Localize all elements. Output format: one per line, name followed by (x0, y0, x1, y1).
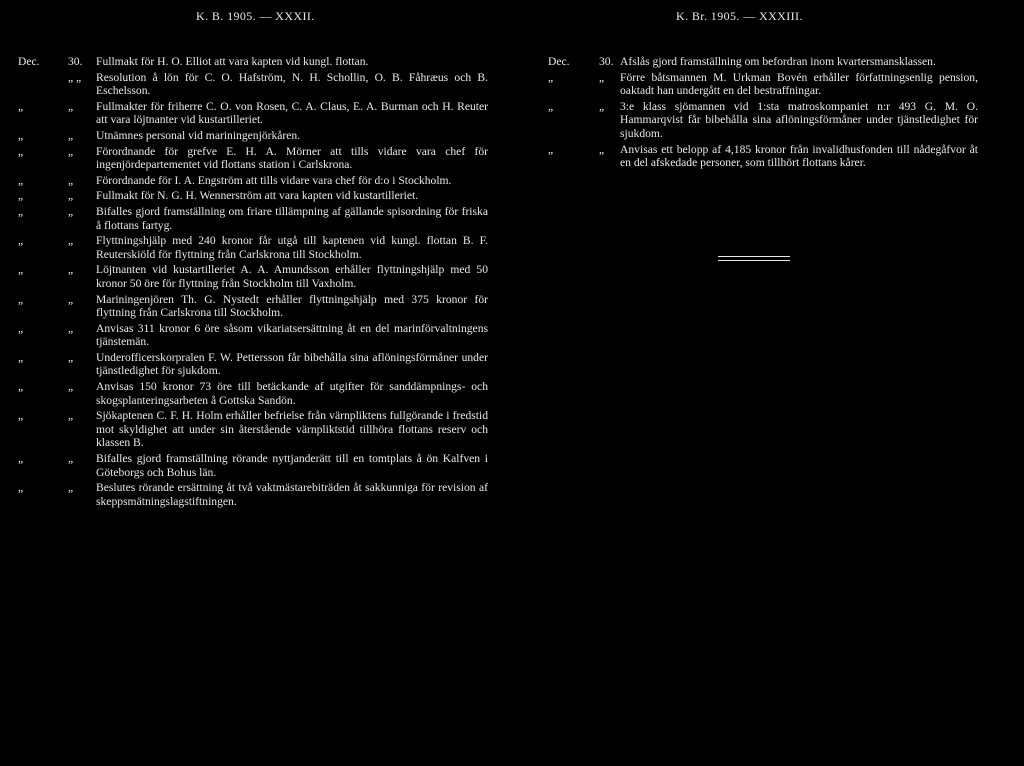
entry-month: „ (18, 409, 24, 423)
entry-day: „ (68, 128, 74, 142)
entry-month: „ (18, 173, 24, 187)
entry-month: „ (18, 321, 24, 335)
list-item (18, 234, 488, 261)
list-item (18, 129, 488, 143)
list-item (18, 55, 488, 69)
entry-month: „ (18, 481, 24, 495)
entry-text: Förordnande för grefve E. H. A. Mörner att tills vidare vara chef för ingenjördepartementet vid flottans station i Carlskrona. (96, 144, 488, 172)
entry-text: Afslås gjord framställning om befordran inom kvartersmansklassen. (620, 55, 936, 68)
entry-month: „ (18, 452, 24, 466)
list-item (18, 452, 488, 479)
entry-text: Löjtnanten vid kustartilleriet A. A. Amundsson erhåller flyttningshjälp med 50 kronor 50 öre för flyttning från Stockholm till Vaxholm. (96, 263, 488, 290)
entry-month: „ (18, 350, 24, 364)
entry-month: „ (18, 99, 24, 113)
entry-text: Anvisas 150 kronor 73 öre till betäckande af utgifter för sanddämpnings- och skogsplanteringsarbeten å Gottska Sandön. (96, 380, 488, 407)
entry-month: „ (18, 234, 24, 248)
right-column (548, 55, 978, 172)
entry-day: „ (599, 99, 605, 113)
entry-text: Bifalles gjord framställning rörande nyttjanderätt till en tomtplats å ön Kalfven i Göteborgs och Bohus län. (96, 452, 488, 479)
section-rule (718, 256, 790, 261)
entry-month: „ (18, 380, 24, 394)
entry-text: Fullmakt för H. O. Elliot att vara kapten vid kungl. flottan. (96, 55, 369, 68)
list-item (548, 55, 978, 69)
page-header-right: K. Br. 1905. — XXXIII. (676, 9, 803, 23)
entry-text: Fullmakter för friherre C. O. von Rosen, C. A. Claus, E. A. Burman och H. Reuter att vara löjtnanter vid kustartilleriet. (96, 99, 488, 127)
list-item (18, 174, 488, 188)
entry-month: „ (548, 70, 554, 84)
entry-day: „ (68, 350, 74, 364)
entry-text: Sjökaptenen C. F. H. Holm erhåller befrielse från värnpliktens fullgörande i fredstid mot skyldighet att under sin återstående värnpliktstid tillhöra flottans reserv och klassen B. (96, 409, 488, 450)
entry-day: „ (68, 204, 74, 218)
entry-text: Anvisas ett belopp af 4,185 kronor från invalidhusfonden till nådegåfvor åt en del afskedade personer, som tillhört flottans kårer. (620, 142, 978, 170)
entry-day: „ (68, 452, 74, 466)
list-item (548, 143, 978, 170)
entry-day: „ (599, 142, 605, 156)
entry-day: „ (68, 173, 74, 187)
list-item (18, 380, 488, 407)
entry-text: Bifalles gjord framställning om friare tillämpning af gällande spisordning för friska å flottans fartyg. (96, 204, 488, 232)
entry-day: „ (68, 263, 74, 277)
list-item (18, 145, 488, 172)
list-item (548, 71, 978, 98)
page-header-left: K. B. 1905. — XXXII. (196, 9, 315, 23)
entry-day: „ (68, 189, 74, 203)
list-item (18, 351, 488, 378)
entry-day: „ (68, 292, 74, 306)
list-item (18, 322, 488, 349)
entry-day: „ (68, 380, 74, 394)
entry-text: Resolution å lön för C. O. Hafström, N. H. Schollin, O. B. Fåhræus och B. Eschelsson. (96, 70, 488, 98)
entry-day: „ „ (68, 70, 82, 84)
list-item (18, 481, 488, 508)
entry-text: Underofficerskorpralen F. W. Pettersson får bibehålla sina aflöningsförmåner under tjänstledighet för sjukdom. (96, 350, 488, 378)
entry-text: Förordnande för I. A. Engström att tills vidare vara chef för d:o i Stockholm. (96, 173, 452, 187)
entry-month: „ (18, 292, 24, 306)
entry-day: „ (68, 481, 74, 495)
entry-text: Flyttningshjälp med 240 kronor får utgå till kaptenen vid kungl. flottan B. F. Reuterskiöld för flyttning från Carlskrona till Stockholm. (96, 234, 488, 261)
list-item (18, 409, 488, 450)
entry-day: „ (599, 70, 605, 84)
list-item (18, 71, 488, 98)
entry-month: „ (18, 128, 24, 142)
entry-text: 3:e klass sjömannen vid 1:sta matroskompaniet n:r 493 G. M. O. Hammarqvist får bibehålla sina aflöningsförmåner under tjänstledighet för sjukdom. (620, 99, 978, 140)
entry-text: Förre båtsmannen M. Urkman Bovén erhåller författningsenlig pension, oaktadt han undergått en del bestraffningar. (620, 70, 978, 98)
entry-month: „ (18, 204, 24, 218)
entry-day: „ (68, 234, 74, 248)
entry-month: „ (548, 99, 554, 113)
entry-text: Utnämnes personal vid mariningenjörkåren. (96, 128, 301, 142)
entry-day: 30. (68, 55, 83, 68)
entry-month (18, 71, 62, 98)
left-column (18, 55, 488, 510)
entry-text: Beslutes rörande ersättning åt två vaktmästarebiträden åt sakkunniga för revision af skeppsmätningslagstiftningen. (96, 481, 488, 508)
list-item (18, 293, 488, 320)
entry-text: Mariningenjören Th. G. Nystedt erhåller flyttningshjälp med 375 kronor för flyttning från Carlskrona till Stockholm. (96, 292, 488, 320)
list-item (18, 263, 488, 290)
entry-month: Dec. (18, 55, 40, 68)
entry-month: „ (18, 189, 24, 203)
entry-day: „ (68, 409, 74, 423)
entry-day: „ (68, 99, 74, 113)
entry-text: Fullmakt för N. G. H. Wennerström att vara kapten vid kustartilleriet. (96, 189, 419, 203)
entry-month: Dec. (548, 55, 570, 68)
entry-day: „ (68, 144, 74, 158)
entry-text: Anvisas 311 kronor 6 öre såsom vikariatsersättning åt en del marinförvaltningens tjänstemän. (96, 321, 488, 349)
entry-month: „ (18, 144, 24, 158)
list-item (18, 205, 488, 232)
list-item (18, 189, 488, 203)
entry-month: „ (18, 263, 24, 277)
entry-month: „ (548, 142, 554, 156)
entry-day: „ (68, 321, 74, 335)
entry-day: 30. (599, 55, 614, 68)
list-item (18, 100, 488, 127)
list-item (548, 100, 978, 141)
